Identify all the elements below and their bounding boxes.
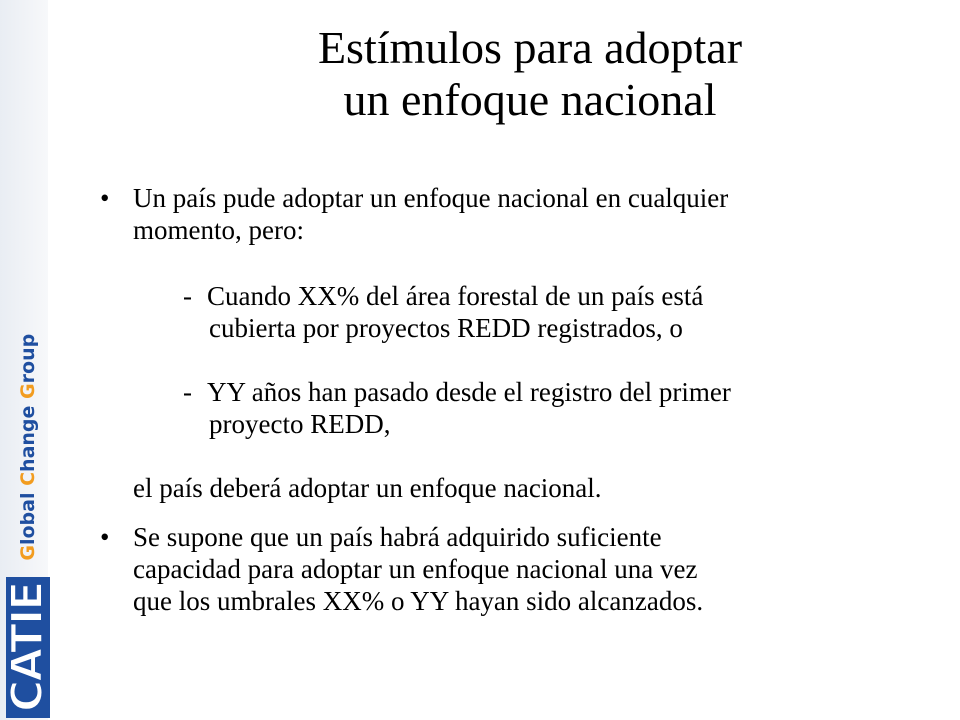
catie-logo: CATIE [6,577,50,718]
text-line: momento, pero: [133,215,304,245]
sub-bullet-2-text [207,376,907,440]
tagline-word: roup [17,333,39,384]
dash-marker: - [183,377,192,407]
tagline-word: hange [17,398,39,472]
sub-bullet-1-text [207,280,907,344]
bullet-marker: • [100,183,110,213]
conclusion-text: el país deberá adoptar un enfoque nacional. [133,473,602,503]
brand-sidebar [0,0,53,720]
text-line: Cuando XX% del área forestal de un país está [207,281,704,311]
slide-title [140,22,920,126]
dash-marker: - [183,281,192,311]
text-line: Un país pude adoptar un enfoque nacional en cualquier [133,183,729,213]
tagline-letter: G [17,383,39,399]
title-line-1: Estímulos para adoptar [317,22,743,73]
bullet-marker: • [100,522,110,552]
text-line: que los umbrales XX% o YY hayan sido alcanzados. [133,586,704,616]
text-line: Se supone que un país habrá adquirido suficiente [133,522,662,552]
text-line: proyecto REDD, [209,409,391,439]
text-line: YY años han pasado desde el registro del primer [207,377,731,407]
tagline-word: lobal [17,485,39,546]
bullet-1-text [133,182,913,246]
tagline-letter: G [17,545,39,561]
title-line-2: un enfoque nacional [343,74,717,125]
tagline-global-change-group [6,334,50,561]
tagline-letter: C [17,471,39,486]
vertical-brand [2,333,53,718]
bullet-2-text [133,521,913,617]
text-line: cubierta por proyectos REDD registrados, o [209,313,683,343]
text-line: capacidad para adoptar un enfoque nacional una vez [133,554,698,584]
